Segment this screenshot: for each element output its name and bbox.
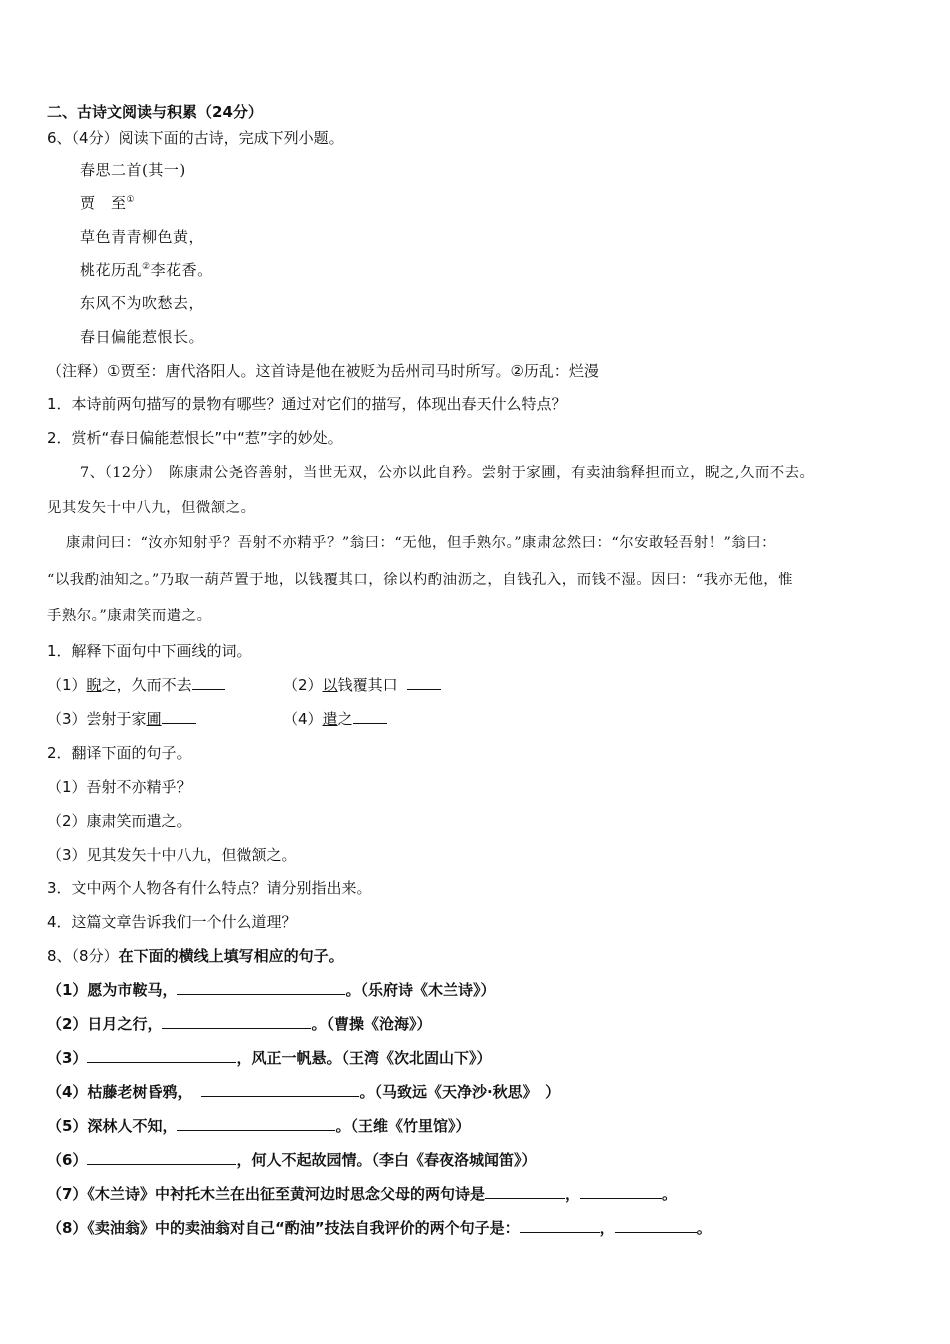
q7-word-3 (47, 709, 196, 729)
q7-para1-line2: 见其发矢十中八九，但微颔之。 (47, 500, 256, 516)
q8-item-6-num: （6） (47, 1151, 88, 1169)
answer-blank[interactable] (192, 675, 225, 690)
answer-blank[interactable] (520, 1218, 600, 1233)
q8-item-2-text: （2）日月之行， (47, 1015, 163, 1033)
answer-blank[interactable] (177, 980, 345, 995)
poem-line-3: 东风不为吹愁去， (80, 294, 205, 312)
q8-item-5-text: （5）深林人不知， (47, 1117, 178, 1135)
q7-sub-1: 1．解释下面句中下画线的词。 (47, 642, 252, 660)
poem-line-4: 春日偏能惹恨长。 (80, 328, 205, 346)
poem-title: 春思二首(其一) (80, 161, 186, 179)
q7-word-2-rest: 钱覆其口 (337, 676, 398, 694)
q8-item-7-end: 。 (661, 1185, 677, 1203)
poem-line-2a: 桃花历乱 (80, 261, 143, 279)
poem-note: （注释）①贾至：唐代洛阳人。这首诗是他在被贬为岳州司马时所写。②历乱：烂漫 (47, 362, 599, 380)
q8-item-1 (47, 980, 495, 1000)
q8-item-1-source: 。（乐府诗《木兰诗》） (345, 981, 496, 999)
q7-para2-line1: 康肃问曰：“汝亦知射乎？吾射不亦精乎？”翁曰：“无他，但手熟尔。”康肃忿然曰：“尔安敢轻吾射！”翁曰： (66, 535, 777, 551)
q8-item-6 (47, 1150, 536, 1170)
q8-stem-text: 在下面的横线上填写相应的句子。 (118, 947, 344, 965)
section-title: 二、古诗文阅读与积累（24分） (47, 103, 263, 121)
q7-word-3-pre: 尝射于家 (86, 710, 147, 728)
answer-blank[interactable] (201, 1082, 359, 1097)
q7-word-2-num: （2） (283, 676, 323, 694)
q7-sub-2: 2．翻译下面的句子。 (47, 744, 192, 762)
poem-line-1: 草色青青柳色黄， (80, 228, 205, 246)
q8-item-5-source: 。（王维《竹里馆》） (335, 1117, 471, 1135)
q7-translate-2: （2）康肃笑而遣之。 (47, 812, 192, 830)
q8-item-3 (47, 1048, 491, 1068)
q8-item-8-sep: ， (599, 1219, 615, 1237)
q8-item-7 (47, 1184, 677, 1204)
q8-item-4 (47, 1082, 560, 1102)
q8-item-7-sep: ， (564, 1185, 580, 1203)
q8-item-8-end: 。 (696, 1219, 712, 1237)
q8-item-3-text: ，风正一帆悬。（王湾《次北固山下》） (236, 1049, 492, 1067)
answer-blank[interactable] (407, 675, 441, 690)
q8-item-2-source: 。（曹操《沧海》） (311, 1015, 432, 1033)
answer-blank[interactable] (485, 1184, 565, 1199)
q7-word-3-num: （3） (47, 710, 87, 728)
q8-stem-num: 8、（8分） (47, 947, 119, 965)
q7-translate-1: （1）吾射不亦精乎？ (47, 778, 192, 796)
answer-blank[interactable] (177, 1116, 335, 1131)
note-mark-1: ① (126, 195, 136, 205)
q7-para2-line3: 手熟尔。”康肃笑而遣之。 (47, 608, 212, 624)
q8-item-3-num: （3） (47, 1049, 88, 1067)
q7-para1-line1: 7、（12分） 陈康肃公尧咨善射，当世无双，公亦以此自矜。尝射于家圃，有卖油翁释担而立，睨之,久而不去。 (80, 465, 815, 481)
q7-sub-4: 4．这篇文章告诉我们一个什么道理？ (47, 913, 297, 931)
q8-item-8-text: （8）《卖油翁》中的卖油翁对自己“酌油”技法自我评价的两个句子是： (47, 1219, 520, 1237)
q7-word-3-underlined: 圃 (146, 710, 162, 728)
answer-blank[interactable] (353, 709, 387, 724)
poem-line-2 (80, 260, 213, 280)
answer-blank[interactable] (580, 1184, 662, 1199)
q7-sub-3: 3．文中两个人物各有什么特点？请分别指出来。 (47, 879, 372, 897)
q7-word-4-rest: 之 (337, 710, 353, 728)
q8-item-2 (47, 1014, 431, 1034)
q7-para2-line2: “以我酌油知之。”乃取一葫芦置于地，以钱覆其口，徐以杓酌油沥之，自钱孔入，而钱不湿。因曰：“我亦无他，惟 (47, 572, 794, 588)
q7-word-2-underlined: 以 (322, 676, 338, 694)
poem-author (80, 193, 135, 213)
note-mark-2: ② (142, 262, 151, 272)
q7-word-4-underlined: 遣 (322, 710, 338, 728)
q7-word-4-num: （4） (283, 710, 323, 728)
q8-item-5 (47, 1116, 470, 1136)
q8-item-7-text: （7）《木兰诗》中衬托木兰在出征至黄河边时思念父母的两句诗是 (47, 1185, 485, 1203)
q7-word-1 (47, 675, 225, 695)
q8-stem (47, 946, 344, 966)
q7-word-1-rest: 之，久而不去 (101, 676, 192, 694)
q8-item-8 (47, 1218, 712, 1238)
q8-item-6-text: ，何人不起故园情。（李白《春夜洛城闻笛》） (236, 1151, 537, 1169)
q8-item-4-text: （4）枯藤老树昏鸦， (47, 1083, 193, 1101)
answer-blank[interactable] (87, 1048, 236, 1063)
q7-word-1-num: （1） (47, 676, 87, 694)
answer-blank[interactable] (615, 1218, 697, 1233)
q8-item-1-text: （1）愿为市鞍马， (47, 981, 178, 999)
poem-author-name: 贾 至 (80, 194, 127, 212)
answer-blank[interactable] (87, 1150, 236, 1165)
q6-sub-2: 2．赏析“春日偏能惹恨长”中“惹”字的妙处。 (47, 429, 343, 447)
answer-blank[interactable] (162, 1014, 311, 1029)
q7-word-4 (283, 709, 387, 729)
q7-word-1-underlined: 睨 (86, 676, 102, 694)
answer-blank[interactable] (162, 709, 196, 724)
poem-line-2b: 李花香。 (150, 261, 213, 279)
q7-word-2 (283, 675, 441, 695)
q8-item-4-source: 。（马致远《天净沙·秋思》 ） (359, 1083, 561, 1101)
q6-stem: 6、（4分）阅读下面的古诗，完成下列小题。 (47, 129, 344, 147)
q7-translate-3: （3）见其发矢十中八九，但微颔之。 (47, 846, 297, 864)
q6-sub-1: 1．本诗前两句描写的景物有哪些？通过对它们的描写，体现出春天什么特点？ (47, 395, 567, 413)
